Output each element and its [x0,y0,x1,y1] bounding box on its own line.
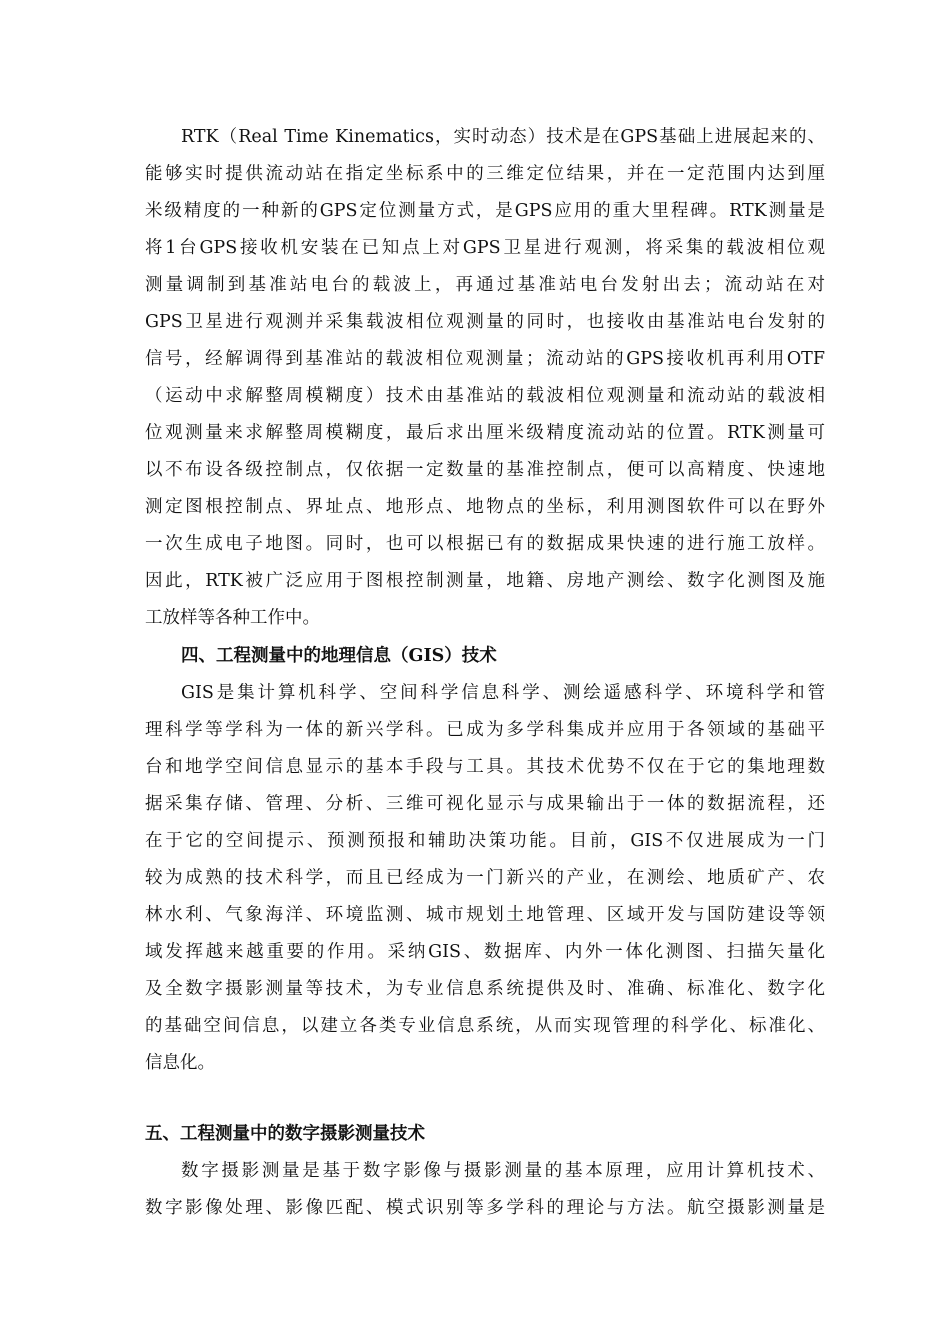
gis-paragraph-line: 信息化。 [145,1053,215,1073]
gis-paragraph-line: GIS是集计算机科学、空间科学信息科学、测绘遥感科学、环境科学和管 [181,683,825,703]
rtk-paragraph-line: （运动中求解整周模糊度）技术由基准站的载波相位观测量和流动站的载波相 [145,386,825,406]
rtk-paragraph-line: 测量调制到基准站电台的载波上，再通过基准站电台发射出去；流动站在对 [145,275,825,295]
rtk-paragraph-line: 米级精度的一种新的GPS定位测量方式，是GPS应用的重大里程碑。RTK测量是 [145,201,825,221]
rtk-paragraph-line: 一次生成电子地图。同时，也可以根据已有的数据成果快速的进行施工放样。 [145,534,825,554]
rtk-paragraph-line: 工放样等各种工作中。 [145,608,320,628]
photogrammetry-paragraph-line: 数字影像处理、影像匹配、模式识别等多学科的理论与方法。航空摄影测量是 [145,1198,825,1218]
rtk-paragraph-line: 将1台GPS接收机安装在已知点上对GPS卫星进行观测，将采集的载波相位观 [145,238,825,258]
gis-paragraph-line: 较为成熟的技术科学，而且已经成为一门新兴的产业，在测绘、地质矿产、农 [145,868,825,888]
rtk-paragraph-line: 信号，经解调得到基准站的载波相位观测量；流动站的GPS接收机再利用OTF [145,349,825,369]
rtk-paragraph-line: 位观测量来求解整周模糊度，最后求出厘米级精度流动站的位置。RTK测量可 [145,423,825,443]
rtk-paragraph-line: 能够实时提供流动站在指定坐标系中的三维定位结果，并在一定范围内达到厘 [145,164,825,184]
rtk-paragraph-line: GPS卫星进行观测并采集载波相位观测量的同时，也接收由基准站电台发射的 [145,312,825,332]
gis-paragraph-line: 理科学等学科为一体的新兴学科。已成为多学科集成并应用于各领域的基础平 [145,720,825,740]
rtk-paragraph-line: 以不布设各级控制点，仅依据一定数量的基准控制点，便可以高精度、快速地 [145,460,825,480]
rtk-paragraph-line: 测定图根控制点、界址点、地形点、地物点的坐标，利用测图软件可以在野外 [145,497,825,517]
gis-paragraph-line: 及全数字摄影测量等技术，为专业信息系统提供及时、准确、标准化、数字化 [145,979,825,999]
rtk-paragraph-line: 因此，RTK被广泛应用于图根控制测量，地籍、房地产测绘、数字化测图及施 [145,571,825,591]
gis-paragraph-line: 在于它的空间提示、预测预报和辅助决策功能。目前，GIS不仅进展成为一门 [145,831,825,851]
gis-paragraph-line: 台和地学空间信息显示的基本手段与工具。其技术优势不仅在于它的集地理数 [145,757,825,777]
section-heading-gis: 四、工程测量中的地理信息（GIS）技术 [181,646,497,666]
gis-paragraph-line: 林水利、气象海洋、环境监测、城市规划土地管理、区域开发与国防建设等领 [145,905,825,925]
photogrammetry-paragraph-line: 数字摄影测量是基于数字影像与摄影测量的基本原理，应用计算机技术、 [181,1161,825,1181]
gis-paragraph-line: 据采集存储、管理、分析、三维可视化显示与成果输出于一体的数据流程，还 [145,794,825,814]
rtk-paragraph-line: RTK（Real Time Kinematics，实时动态）技术是在GPS基础上进展起来的、 [181,127,825,147]
section-heading-photogrammetry: 五、工程测量中的数字摄影测量技术 [145,1124,425,1144]
gis-paragraph-line: 的基础空间信息，以建立各类专业信息系统，从而实现管理的科学化、标准化、 [145,1016,825,1036]
gis-paragraph-line: 域发挥越来越重要的作用。采纳GIS、数据库、内外一体化测图、扫描矢量化 [145,942,825,962]
